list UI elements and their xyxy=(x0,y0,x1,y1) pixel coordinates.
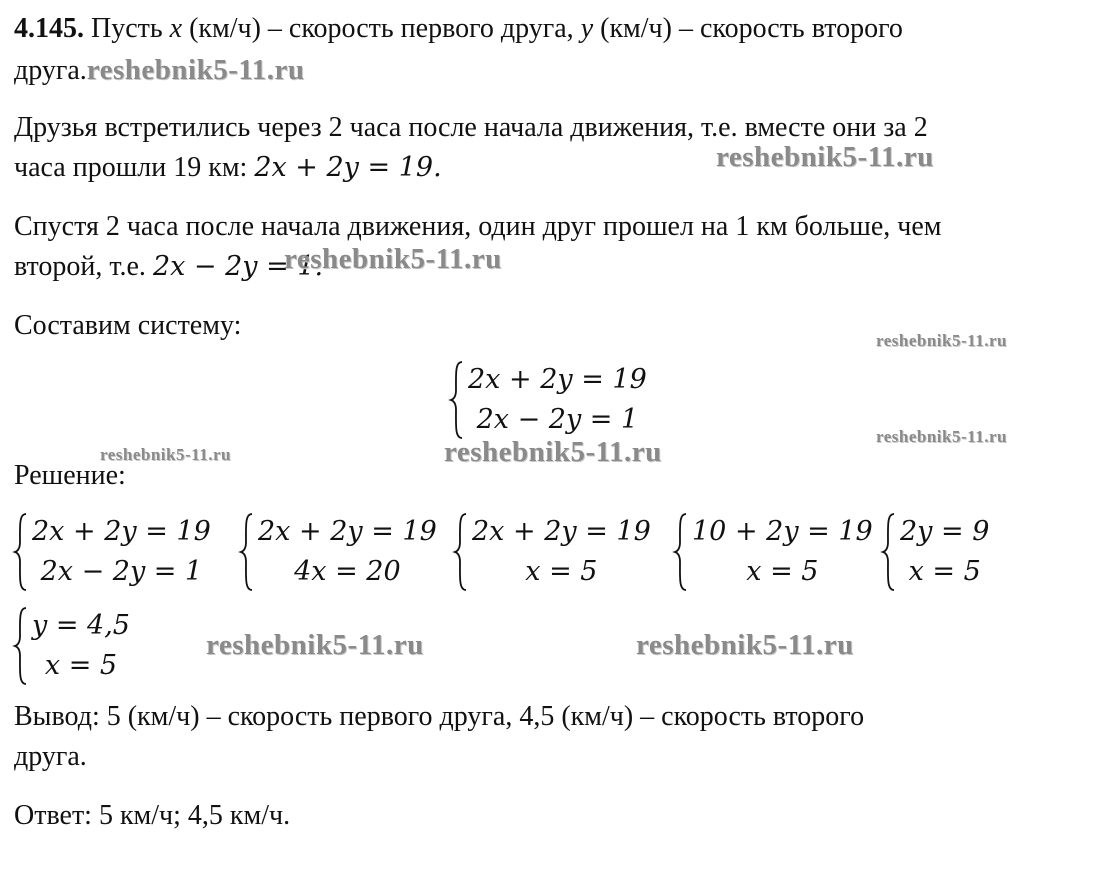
para2-line-1: Спустя 2 часа после начала движения, один друг прошел на 1 км больше, чем xyxy=(14,211,942,242)
problem-text-c: (км/ч) – скорость второго xyxy=(600,13,903,44)
variable-y: y xyxy=(580,13,594,44)
brace-icon xyxy=(14,512,28,592)
problem-number: 4.145. xyxy=(14,13,84,44)
main-system-eq-1: 2x + 2y = 19 xyxy=(468,364,647,395)
watermark: reshebnik5-11.ru xyxy=(636,629,854,661)
step-system-4 xyxy=(674,512,873,592)
para1-line-1: Друзья встретились через 2 часа после начала движения, т.е. вместе они за 2 xyxy=(14,112,928,143)
step-4-eq-1: 10 + 2y = 19 xyxy=(692,516,873,547)
watermark: reshebnik5-11.ru xyxy=(716,141,934,173)
brace-icon xyxy=(454,512,468,592)
step-5-eq-1: 2y = 9 xyxy=(900,516,990,547)
problem-text-d: друга. xyxy=(14,55,87,86)
problem-line-1 xyxy=(14,12,903,46)
step-system-5 xyxy=(882,512,989,592)
step-4-eq-2: x = 5 xyxy=(746,556,819,587)
conclusion-line-2: друга. xyxy=(14,741,87,772)
watermark-inline: reshebnik5-11.ru xyxy=(86,54,305,86)
main-system xyxy=(450,360,647,440)
para2-line-2 xyxy=(14,250,323,284)
step-6-eq-1: y = 4,5 xyxy=(32,610,130,641)
problem-text-a: Пусть xyxy=(91,13,163,44)
step-system-3 xyxy=(454,512,651,592)
watermark: reshebnik5-11.ru xyxy=(206,629,424,661)
compose-label: Составим систему: xyxy=(14,310,242,341)
brace-icon xyxy=(240,512,254,592)
step-3-eq-1: 2x + 2y = 19 xyxy=(472,516,651,547)
step-2-eq-2: 4x = 20 xyxy=(294,556,401,587)
problem-text-b: (км/ч) – скорость первого друга, xyxy=(189,13,574,44)
step-3-eq-2: x = 5 xyxy=(525,556,598,587)
brace-icon xyxy=(14,606,28,686)
answer: Ответ: 5 км/ч; 4,5 км/ч. xyxy=(14,800,291,831)
step-system-2 xyxy=(240,512,437,592)
para1-text: часа прошли 19 км: xyxy=(14,152,248,183)
brace-icon xyxy=(674,512,688,592)
para2-text: второй, т.е. xyxy=(14,251,146,282)
brace-icon xyxy=(882,512,896,592)
brace-icon xyxy=(450,360,464,440)
step-6-eq-2: x = 5 xyxy=(44,650,118,681)
watermark: reshebnik5-11.ru xyxy=(876,427,1007,446)
problem-line-2 xyxy=(14,53,305,88)
main-system-eq-2: 2x − 2y = 1 xyxy=(476,404,639,435)
para2-equation: 2x − 2y = 1. xyxy=(152,251,324,282)
step-system-1 xyxy=(14,512,211,592)
watermark: reshebnik5-11.ru xyxy=(876,331,1007,350)
watermark: reshebnik5-11.ru xyxy=(284,243,502,275)
solution-label: Решение: xyxy=(14,460,126,491)
para1-line-2 xyxy=(14,151,442,185)
variable-x: x xyxy=(169,13,183,44)
step-1-eq-2: 2x − 2y = 1 xyxy=(40,556,203,587)
watermark: reshebnik5-11.ru xyxy=(444,436,662,468)
step-1-eq-1: 2x + 2y = 19 xyxy=(32,516,211,547)
step-system-6 xyxy=(14,606,130,686)
conclusion-line-1: Вывод: 5 (км/ч) – скорость первого друга, 4,5 (км/ч) – скорость второго xyxy=(14,701,865,732)
step-5-eq-2: x = 5 xyxy=(908,556,981,587)
step-2-eq-1: 2x + 2y = 19 xyxy=(258,516,437,547)
para1-equation: 2x + 2y = 19. xyxy=(254,152,442,183)
watermark: reshebnik5-11.ru xyxy=(100,445,231,464)
